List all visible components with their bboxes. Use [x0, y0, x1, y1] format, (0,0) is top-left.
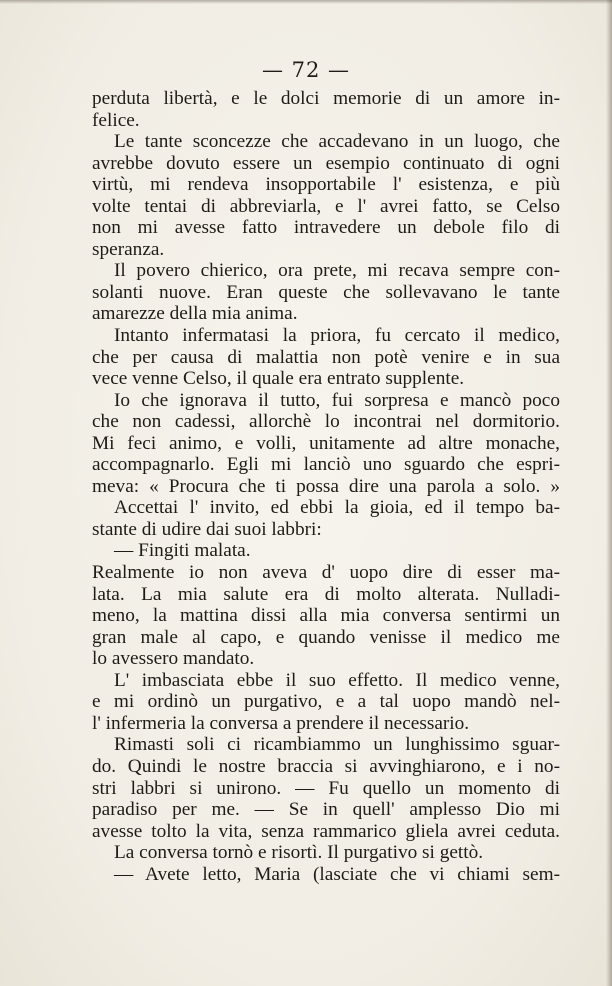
text-line: lo avessero mandato.: [92, 648, 255, 670]
text-line: Il povero chierico, ora prete, mi recava sempre con-: [114, 260, 560, 282]
page-top-edge: [0, 0, 612, 4]
text-line: Realmente io non aveva d' uopo dire di esser ma-: [92, 562, 560, 584]
body-text: [92, 88, 560, 885]
text-line: Accettai l' invito, ed ebbi la gioia, ed il tempo ba-: [114, 497, 560, 519]
text-line: lata. La mia salute era di molto alterata. Nulladi-: [92, 583, 560, 605]
text-line: e mi ordinò un purgativo, e a tal uopo mandò nel-: [92, 691, 560, 713]
text-line: perduta libertà, e le dolci memorie di un amore in-: [92, 88, 560, 109]
text-line: paradiso per me. — Se in quell' amplesso Dio mi: [92, 799, 560, 821]
text-line: — Fingiti malata.: [114, 540, 251, 562]
text-line: Mi feci animo, e volli, unitamente ad altre monache,: [92, 432, 560, 454]
text-line: stri labbri si unirono. — Fu quello un momento di: [92, 777, 560, 799]
text-line: do. Quindi le nostre braccia si avvinghiarono, e i no-: [92, 755, 560, 777]
text-line: avrebbe dovuto essere un esempio continuato di ogni: [92, 152, 560, 174]
text-line: Io che ignorava il tutto, fui sorpresa e mancò poco: [114, 389, 560, 411]
text-line: amarezze della mia anima.: [92, 303, 298, 325]
text-line: gran male al capo, e quando venisse il medico me: [92, 626, 560, 648]
text-line: La conversa tornò e risortì. Il purgativo si gettò.: [114, 842, 484, 864]
text-line: accompagnarlo. Egli mi lanciò uno sguardo che espri-: [92, 454, 560, 476]
text-line: L' imbasciata ebbe il suo effetto. Il medico venne,: [114, 669, 560, 691]
text-line: felice.: [92, 109, 140, 131]
text-line: meno, la mattina dissi alla mia conversa sentirmi un: [92, 605, 560, 627]
text-line: solanti nuove. Eran queste che sollevavano le tante: [92, 281, 560, 303]
text-line: vece venne Celso, il quale era entrato supplente.: [92, 368, 465, 390]
text-line: speranza.: [92, 238, 165, 260]
text-line: avesse tolto la vita, senza rammarico gliela avrei ceduta.: [92, 820, 560, 842]
text-line: stante di udire dai suoi labbri:: [92, 518, 322, 540]
text-line: Le tante sconcezze che accadevano in un luogo, che: [114, 131, 560, 153]
text-line: volte tentai di abbreviarla, e l' avrei fatto, se Celso: [92, 195, 560, 217]
text-line: — Avete letto, Maria (lasciate che vi chiami sem-: [114, 863, 560, 885]
text-line: Rimasti soli ci ricambiammo un lunghissimo sguar-: [114, 734, 560, 756]
text-line: l' infermeria la conversa a prendere il necessario.: [92, 712, 470, 734]
text-line: Intanto infermatasi la priora, fu cercato il medico,: [114, 325, 560, 347]
text-line: che per causa di malattia non potè venire e in sua: [92, 346, 560, 368]
text-line: virtù, mi rendeva insopportabile l' esistenza, e più: [92, 174, 560, 196]
text-line: meva: « Procura che ti possa dire una parola a solo. »: [92, 475, 560, 497]
page-right-edge: [606, 0, 612, 986]
page-number: — 72 —: [261, 58, 351, 82]
text-line: che non cadessi, allorchè lo incontrai nel dormitorio.: [92, 411, 560, 433]
text-line: non mi avesse fatto intravedere un debole filo di: [92, 217, 560, 239]
